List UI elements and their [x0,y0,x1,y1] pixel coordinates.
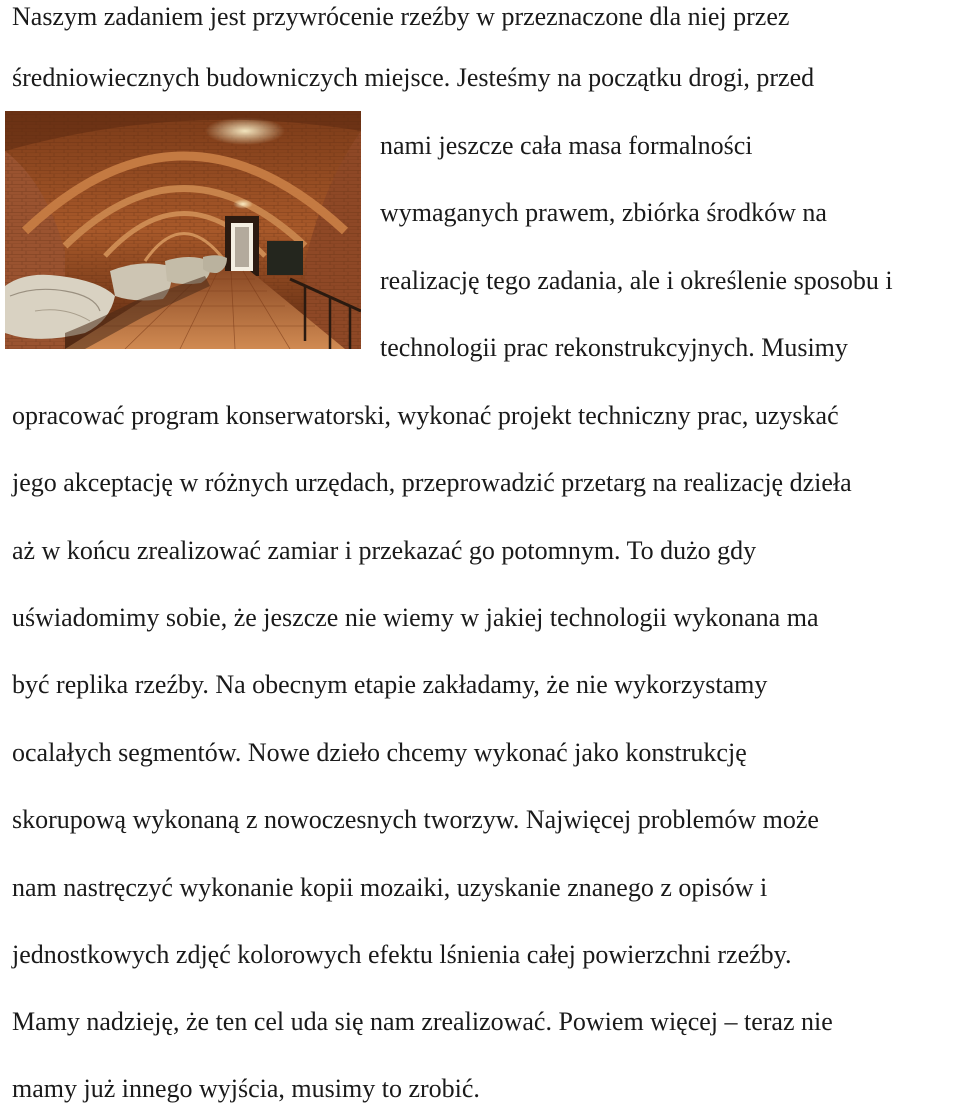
text-line-11: być replika rzeźby. Na obecnym etapie zakładamy, że nie wykorzystamy [12,670,768,699]
text-line-14: nam nastręczyć wykonanie kopii mozaiki, uzyskanie znanego z opisów i [12,873,768,902]
vaulted-cellar-image [5,111,361,349]
cellar-photo [5,111,361,349]
text-line-5: realizację tego zadania, ale i określenie sposobu i [380,266,893,295]
text-line-4: wymaganych prawem, zbiórka środków na [380,198,827,227]
text-line-6: technologii prac rekonstrukcyjnych. Musimy [380,333,848,362]
text-line-16: Mamy nadzieję, że ten cel uda się nam zrealizować. Powiem więcej – teraz nie [12,1007,833,1036]
text-line-10: uświadomimy sobie, że jeszcze nie wiemy w jakiej technologii wykonana ma [12,603,819,632]
text-line-1: Naszym zadaniem jest przywrócenie rzeźby w przeznaczone dla niej przez [12,2,790,31]
text-line-7: opracować program konserwatorski, wykonać projekt techniczny prac, uzyskać [12,401,839,430]
text-line-2: średniowiecznych budowniczych miejsce. Jesteśmy na początku drogi, przed [12,63,815,92]
text-line-3: nami jeszcze cała masa formalności [380,131,753,160]
text-line-13: skorupową wykonaną z nowoczesnych tworzyw. Najwięcej problemów może [12,805,819,834]
text-line-12: ocalałych segmentów. Nowe dzieło chcemy wykonać jako konstrukcję [12,738,747,767]
text-line-15: jednostkowych zdjęć kolorowych efektu lśnienia całej powierzchni rzeźby. [12,940,792,969]
text-line-17: mamy już innego wyjścia, musimy to zrobić. [12,1074,480,1103]
text-line-9: aż w końcu zrealizować zamiar i przekazać go potomnym. To dużo gdy [12,536,757,565]
text-line-8: jego akceptację w różnych urzędach, przeprowadzić przetarg na realizację dzieła [12,468,852,497]
